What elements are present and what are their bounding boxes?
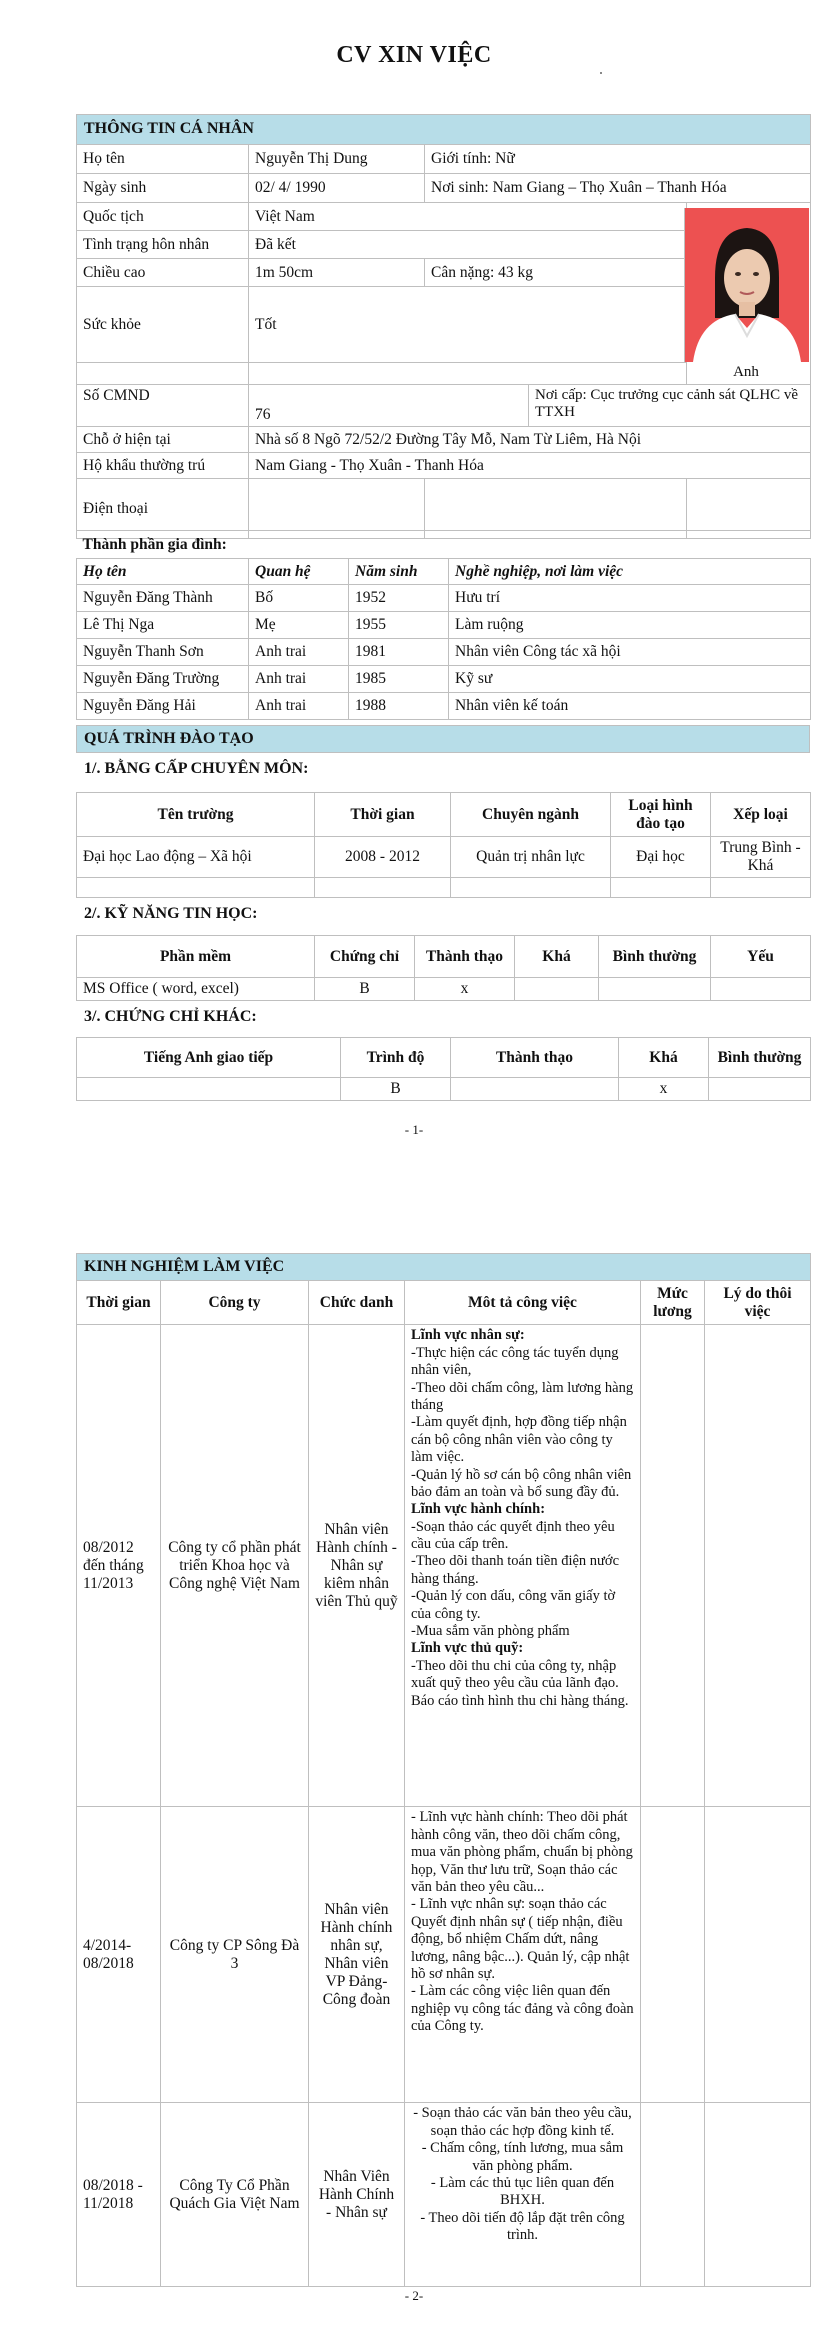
other-cert-table bbox=[76, 1037, 811, 1101]
table-row bbox=[77, 585, 811, 612]
table-cell: Anh trai bbox=[249, 693, 349, 720]
table-cell: Nhân viên kế toán bbox=[449, 693, 811, 720]
description-line: Lĩnh vực nhân sự: bbox=[411, 1327, 525, 1344]
table-cell: Anh trai bbox=[249, 666, 349, 693]
family-col-year: Năm sinh bbox=[349, 559, 449, 585]
cert-rows bbox=[77, 1078, 811, 1101]
it-col-average: Bình thường bbox=[599, 936, 711, 978]
table-cell: B bbox=[341, 1078, 451, 1101]
it-skills-table bbox=[76, 935, 811, 1001]
exp-col-time: Thời gian bbox=[77, 1281, 161, 1325]
description-line: - Soạn thảo các văn bản theo yêu cầu, soạn thảo các hợp đồng kinh tế. bbox=[413, 2105, 632, 2139]
phone-label: Điện thoại bbox=[77, 479, 249, 539]
table-cell: Lê Thị Nga bbox=[77, 612, 249, 639]
table-cell: 1988 bbox=[349, 693, 449, 720]
exp-col-reason: Lý do thôi việc bbox=[705, 1281, 811, 1325]
dob-label: Ngày sinh bbox=[77, 174, 249, 203]
name-value: Nguyễn Thị Dung bbox=[249, 145, 425, 174]
personal-info-header: THÔNG TIN CÁ NHÂN bbox=[77, 115, 811, 145]
table-cell: x bbox=[415, 978, 515, 1001]
degree-title: 1/. BẰNG CẤP CHUYÊN MÔN: bbox=[84, 760, 309, 777]
table-cell: Mẹ bbox=[249, 612, 349, 639]
it-col-software: Phần mềm bbox=[77, 936, 315, 978]
description-line: - Làm các thủ tục liên quan đến BHXH. bbox=[430, 2174, 615, 2209]
table-cell: 2008 - 2012 bbox=[315, 837, 451, 878]
table-cell: Nguyễn Đăng Trường bbox=[77, 666, 249, 693]
job-description bbox=[405, 2103, 641, 2287]
description-line: -Làm quyết định, hợp đồng tiếp nhận cán bộ công nhân viên vào công ty làm việc. bbox=[411, 1414, 627, 1466]
address-value: Nhà số 8 Ngõ 72/52/2 Đường Tây Mỗ, Nam Từ Liêm, Hà Nội bbox=[249, 427, 811, 453]
job-salary bbox=[641, 1325, 705, 1807]
table-cell bbox=[515, 978, 599, 1001]
table-cell: Làm ruộng bbox=[449, 612, 811, 639]
nationality-value: Việt Nam bbox=[249, 203, 687, 231]
job-position: Nhân viên Hành chính nhân sự, Nhân viên VP Đảng- Công đoàn bbox=[309, 1807, 405, 2103]
name-label: Họ tên bbox=[77, 145, 249, 174]
job-position: Nhân Viên Hành Chính - Nhân sự bbox=[309, 2103, 405, 2287]
description-line: -Thực hiện các công tác tuyển dụng nhân viên, bbox=[411, 1344, 619, 1379]
height-label: Chiều cao bbox=[77, 259, 249, 287]
job-salary bbox=[641, 2103, 705, 2287]
job-company: Công ty cổ phần phát triển Khoa học và Công nghệ Việt Nam bbox=[161, 1325, 309, 1807]
exp-col-salary: Mức lương bbox=[641, 1281, 705, 1325]
portrait-image bbox=[685, 208, 809, 362]
experience-header: KINH NGHIỆM LÀM VIỆC bbox=[77, 1254, 811, 1281]
table-cell: 1985 bbox=[349, 666, 449, 693]
family-header: Thành phần gia đình: bbox=[77, 531, 811, 559]
table-cell: Nguyễn Đăng Hải bbox=[77, 693, 249, 720]
id-value: 76 bbox=[249, 385, 529, 427]
photo-caption: Anh bbox=[733, 364, 759, 380]
description-line: - Chấm công, tính lương, mua sắm văn phòng phẩm. bbox=[421, 2140, 624, 2174]
job-description bbox=[405, 1807, 641, 2103]
degree-rows bbox=[77, 837, 811, 878]
marital-label: Tình trạng hôn nhân bbox=[77, 231, 249, 259]
description-line: - Làm các công việc liên quan đến nghiệp vụ công tác đảng và công đoàn của Công ty. bbox=[411, 1983, 634, 2035]
cert-col-fluent: Thành thạo bbox=[451, 1038, 619, 1078]
job-row bbox=[77, 2103, 811, 2287]
table-cell: MS Office ( word, excel) bbox=[77, 978, 315, 1001]
table-cell: Đại học Lao động – Xã hội bbox=[77, 837, 315, 878]
job-reason bbox=[705, 1807, 811, 2103]
description-line: -Theo dõi thu chi của công ty, nhập xuất quỹ theo yêu cầu của lãnh đạo. Báo cáo tình hình thu chi hàng tháng. bbox=[411, 1657, 629, 1709]
job-position: Nhân viên Hành chính - Nhân sự kiêm nhân viên Thủ quỹ bbox=[309, 1325, 405, 1807]
job-row bbox=[77, 1807, 811, 2103]
table-cell: Nguyễn Đăng Thành bbox=[77, 585, 249, 612]
description-line: - Theo dõi tiến độ lắp đặt trên công trình. bbox=[420, 2209, 625, 2244]
table-cell: Anh trai bbox=[249, 639, 349, 666]
degree-col-major: Chuyên ngành bbox=[451, 793, 611, 837]
table-cell: Quản trị nhân lực bbox=[451, 837, 611, 878]
exp-col-description: Môt tả công việc bbox=[405, 1281, 641, 1325]
job-time: 08/2018 - 11/2018 bbox=[77, 2103, 161, 2287]
table-row bbox=[77, 1078, 811, 1101]
job-company: Công Ty Cổ Phần Quách Gia Việt Nam bbox=[161, 2103, 309, 2287]
it-col-weak: Yếu bbox=[711, 936, 811, 978]
id-issuer: Nơi cấp: Cục trưởng cục cảnh sát QLHC về TTXH bbox=[529, 385, 811, 427]
id-label: Số CMND bbox=[77, 385, 249, 427]
description-line: -Theo dõi thanh toán tiền điện nước hàng tháng. bbox=[411, 1553, 619, 1587]
degree-col-time: Thời gian bbox=[315, 793, 451, 837]
exp-col-company: Công ty bbox=[161, 1281, 309, 1325]
description-line: -Quản lý con dấu, công văn giấy tờ của công ty. bbox=[411, 1588, 616, 1622]
table-cell: Đại học bbox=[611, 837, 711, 878]
table-cell bbox=[599, 978, 711, 1001]
degree-col-school: Tên trường bbox=[77, 793, 315, 837]
family-col-relation: Quan hệ bbox=[249, 559, 349, 585]
it-col-fluent: Thành thạo bbox=[415, 936, 515, 978]
cert-col-level: Trình độ bbox=[341, 1038, 451, 1078]
job-time: 08/2012 đến tháng 11/2013 bbox=[77, 1325, 161, 1807]
dob-value: 02/ 4/ 1990 bbox=[249, 174, 425, 203]
description-line: Lĩnh vực thủ quỹ: bbox=[411, 1640, 524, 1657]
cert-col-english: Tiếng Anh giao tiếp bbox=[77, 1038, 341, 1078]
marital-value: Đã kết bbox=[249, 231, 687, 259]
table-row bbox=[77, 666, 811, 693]
weight-value: Cân nặng: 43 kg bbox=[425, 259, 687, 287]
training-header: QUÁ TRÌNH ĐÀO TẠO bbox=[77, 726, 810, 753]
nationality-label: Quốc tịch bbox=[77, 203, 249, 231]
degree-col-rank: Xếp loại bbox=[711, 793, 811, 837]
family-col-job: Nghề nghiệp, nơi làm việc bbox=[449, 559, 811, 585]
description-line: -Mua sắm văn phòng phẩm bbox=[411, 1623, 570, 1640]
address-label: Chỗ ở hiện tại bbox=[77, 427, 249, 453]
table-cell: Nhân viên Công tác xã hội bbox=[449, 639, 811, 666]
table-row bbox=[77, 693, 811, 720]
degree-table bbox=[76, 792, 811, 898]
table-cell: 1981 bbox=[349, 639, 449, 666]
page-number-2: - 2- bbox=[404, 2288, 424, 2303]
family-table bbox=[76, 530, 811, 720]
description-line: -Quản lý hồ sơ cán bộ công nhân viên bảo đảm an toàn và bổ sung đầy đủ. bbox=[411, 1466, 632, 1500]
table-cell bbox=[77, 1078, 341, 1101]
job-salary bbox=[641, 1807, 705, 2103]
health-value: Tốt bbox=[249, 287, 687, 363]
table-cell: x bbox=[619, 1078, 709, 1101]
table-cell: B bbox=[315, 978, 415, 1001]
description-line: -Theo dõi chấm công, làm lương hàng tháng bbox=[411, 1379, 634, 1413]
table-row bbox=[77, 837, 811, 878]
birthplace-value: Nơi sinh: Nam Giang – Thọ Xuân – Thanh Hóa bbox=[425, 174, 811, 203]
table-cell: Trung Bình - Khá bbox=[711, 837, 811, 878]
other-cert-title: 3/. CHỨNG CHỈ KHÁC: bbox=[84, 1008, 257, 1025]
table-row bbox=[77, 978, 811, 1001]
description-line: -Soạn thảo các quyết định theo yêu cầu của cấp trên. bbox=[411, 1518, 615, 1553]
tiny-mark bbox=[600, 72, 602, 74]
it-col-good: Khá bbox=[515, 936, 599, 978]
gender-value: Giới tính: Nữ bbox=[425, 145, 811, 174]
page-number-1: - 1- bbox=[404, 1122, 424, 1137]
exp-col-position: Chức danh bbox=[309, 1281, 405, 1325]
description-line: Lĩnh vực hành chính: bbox=[411, 1501, 546, 1518]
job-company: Công ty CP Sông Đà 3 bbox=[161, 1807, 309, 2103]
table-cell: 1952 bbox=[349, 585, 449, 612]
family-col-name: Họ tên bbox=[77, 559, 249, 585]
cert-col-average: Bình thường bbox=[709, 1038, 811, 1078]
table-cell bbox=[709, 1078, 811, 1101]
table-cell bbox=[711, 978, 811, 1001]
document-title: CV XIN VIỆC bbox=[336, 42, 492, 68]
job-row bbox=[77, 1325, 811, 1807]
height-value: 1m 50cm bbox=[249, 259, 425, 287]
it-skills-title: 2/. KỸ NĂNG TIN HỌC: bbox=[84, 905, 258, 922]
table-cell: 1955 bbox=[349, 612, 449, 639]
job-time: 4/2014- 08/2018 bbox=[77, 1807, 161, 2103]
family-rows bbox=[77, 585, 811, 720]
health-label: Sức khỏe bbox=[77, 287, 249, 363]
table-row bbox=[77, 612, 811, 639]
table-cell: Nguyễn Thanh Sơn bbox=[77, 639, 249, 666]
table-cell: Hưu trí bbox=[449, 585, 811, 612]
it-col-cert: Chứng chỉ bbox=[315, 936, 415, 978]
cert-col-good: Khá bbox=[619, 1038, 709, 1078]
experience-table bbox=[76, 1253, 811, 2287]
job-description bbox=[405, 1325, 641, 1807]
it-rows bbox=[77, 978, 811, 1001]
description-line: - Lĩnh vực hành chính: Theo dõi phát hành công văn, theo dõi chấm công, mua văn phòng phẩm, chuẩn bị phòng họp, Văn thư lưu trữ, Soạn thảo các văn bản theo yêu cầu... bbox=[411, 1809, 633, 1895]
table-cell: Kỹ sư bbox=[449, 666, 811, 693]
table-row bbox=[77, 639, 811, 666]
profile-photo bbox=[684, 208, 809, 362]
job-reason bbox=[705, 1325, 811, 1807]
job-reason bbox=[705, 2103, 811, 2287]
training-header-table bbox=[76, 725, 810, 753]
table-cell: Bố bbox=[249, 585, 349, 612]
table-cell bbox=[451, 1078, 619, 1101]
description-line: - Lĩnh vực nhân sự: soạn thảo các Quyết định nhân sự ( tiếp nhận, điều động, bổ nhiệm Chấm dứt, nâng lương, nâng bậc...). Quản lý, cập nhật hồ sơ nhân sự. bbox=[411, 1896, 630, 1982]
degree-col-type: Loại hình đào tạo bbox=[611, 793, 711, 837]
residence-label: Hộ khẩu thường trú bbox=[77, 453, 249, 479]
residence-value: Nam Giang - Thọ Xuân - Thanh Hóa bbox=[249, 453, 811, 479]
